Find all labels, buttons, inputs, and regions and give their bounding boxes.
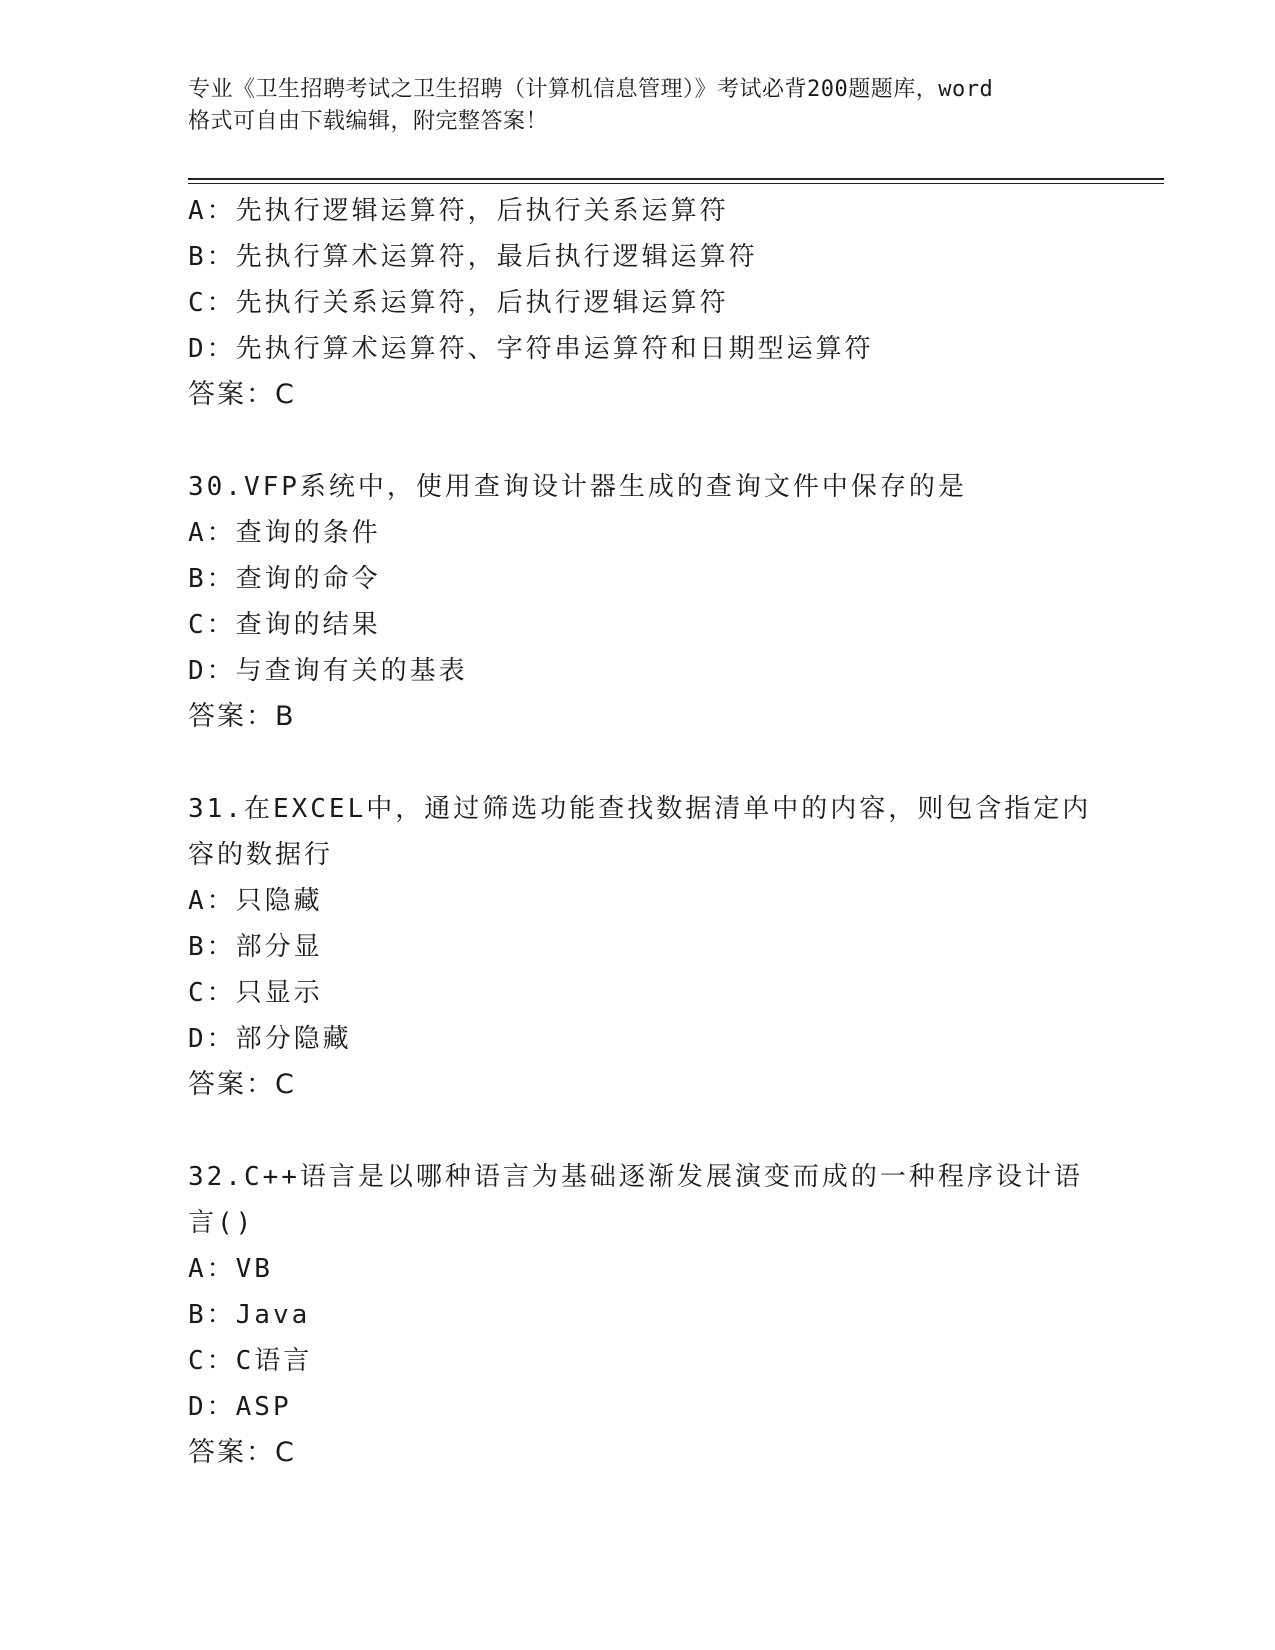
question-spacer bbox=[188, 740, 1128, 786]
question-list bbox=[188, 188, 1128, 1476]
question-spacer bbox=[188, 1108, 1128, 1154]
question-text-line-1: 31.在EXCEL中，通过筛选功能查找数据清单中的内容，则包含指定内 bbox=[188, 794, 1092, 824]
header-title-line-1: 专业《卫生招聘考试之卫生招聘（计算机信息管理）》考试必背200题题库，word bbox=[188, 77, 994, 102]
option-c: C：C语言 bbox=[188, 1346, 313, 1376]
question-spacer bbox=[188, 418, 1128, 464]
question-31 bbox=[188, 786, 1128, 1108]
option-b: B：查询的命令 bbox=[188, 564, 381, 594]
option-a: A：查询的条件 bbox=[188, 518, 381, 548]
option-b: B：部分显 bbox=[188, 932, 323, 962]
question-text-line-2: 言() bbox=[188, 1208, 255, 1238]
option-c: C：先执行关系运算符，后执行逻辑运算符 bbox=[188, 288, 729, 318]
question-text-line-2: 容的数据行 bbox=[188, 840, 334, 870]
header-title-line-2: 格式可自由下载编辑，附完整答案！ bbox=[188, 109, 549, 134]
question-text: 30.VFP系统中，使用查询设计器生成的查询文件中保存的是 bbox=[188, 472, 967, 502]
option-d: D：先执行算术运算符、字符串运算符和日期型运算符 bbox=[188, 334, 874, 364]
answer-line: 答案：C bbox=[188, 1437, 296, 1468]
option-c: C：查询的结果 bbox=[188, 610, 381, 640]
question-32 bbox=[188, 1154, 1128, 1476]
header-divider-thin bbox=[188, 183, 1164, 184]
question-30 bbox=[188, 464, 1128, 740]
option-a: A：VB bbox=[188, 1254, 273, 1284]
option-a: A：只隐藏 bbox=[188, 886, 323, 916]
option-d: D：ASP bbox=[188, 1392, 292, 1422]
option-b: B：Java bbox=[188, 1300, 311, 1330]
option-a: A：先执行逻辑运算符，后执行关系运算符 bbox=[188, 196, 729, 226]
option-b: B：先执行算术运算符，最后执行逻辑运算符 bbox=[188, 242, 758, 272]
answer-line: 答案：C bbox=[188, 379, 296, 410]
header-divider-thick bbox=[188, 178, 1164, 180]
option-c: C：只显示 bbox=[188, 978, 323, 1008]
question-29 bbox=[188, 188, 1128, 418]
answer-line: 答案：B bbox=[188, 701, 296, 732]
answer-line: 答案：C bbox=[188, 1069, 296, 1100]
option-d: D：部分隐藏 bbox=[188, 1024, 352, 1054]
question-text-line-1: 32.C++语言是以哪种语言为基础逐渐发展演变而成的一种程序设计语 bbox=[188, 1162, 1083, 1192]
document-header bbox=[188, 74, 1088, 138]
option-d: D：与查询有关的基表 bbox=[188, 656, 468, 686]
